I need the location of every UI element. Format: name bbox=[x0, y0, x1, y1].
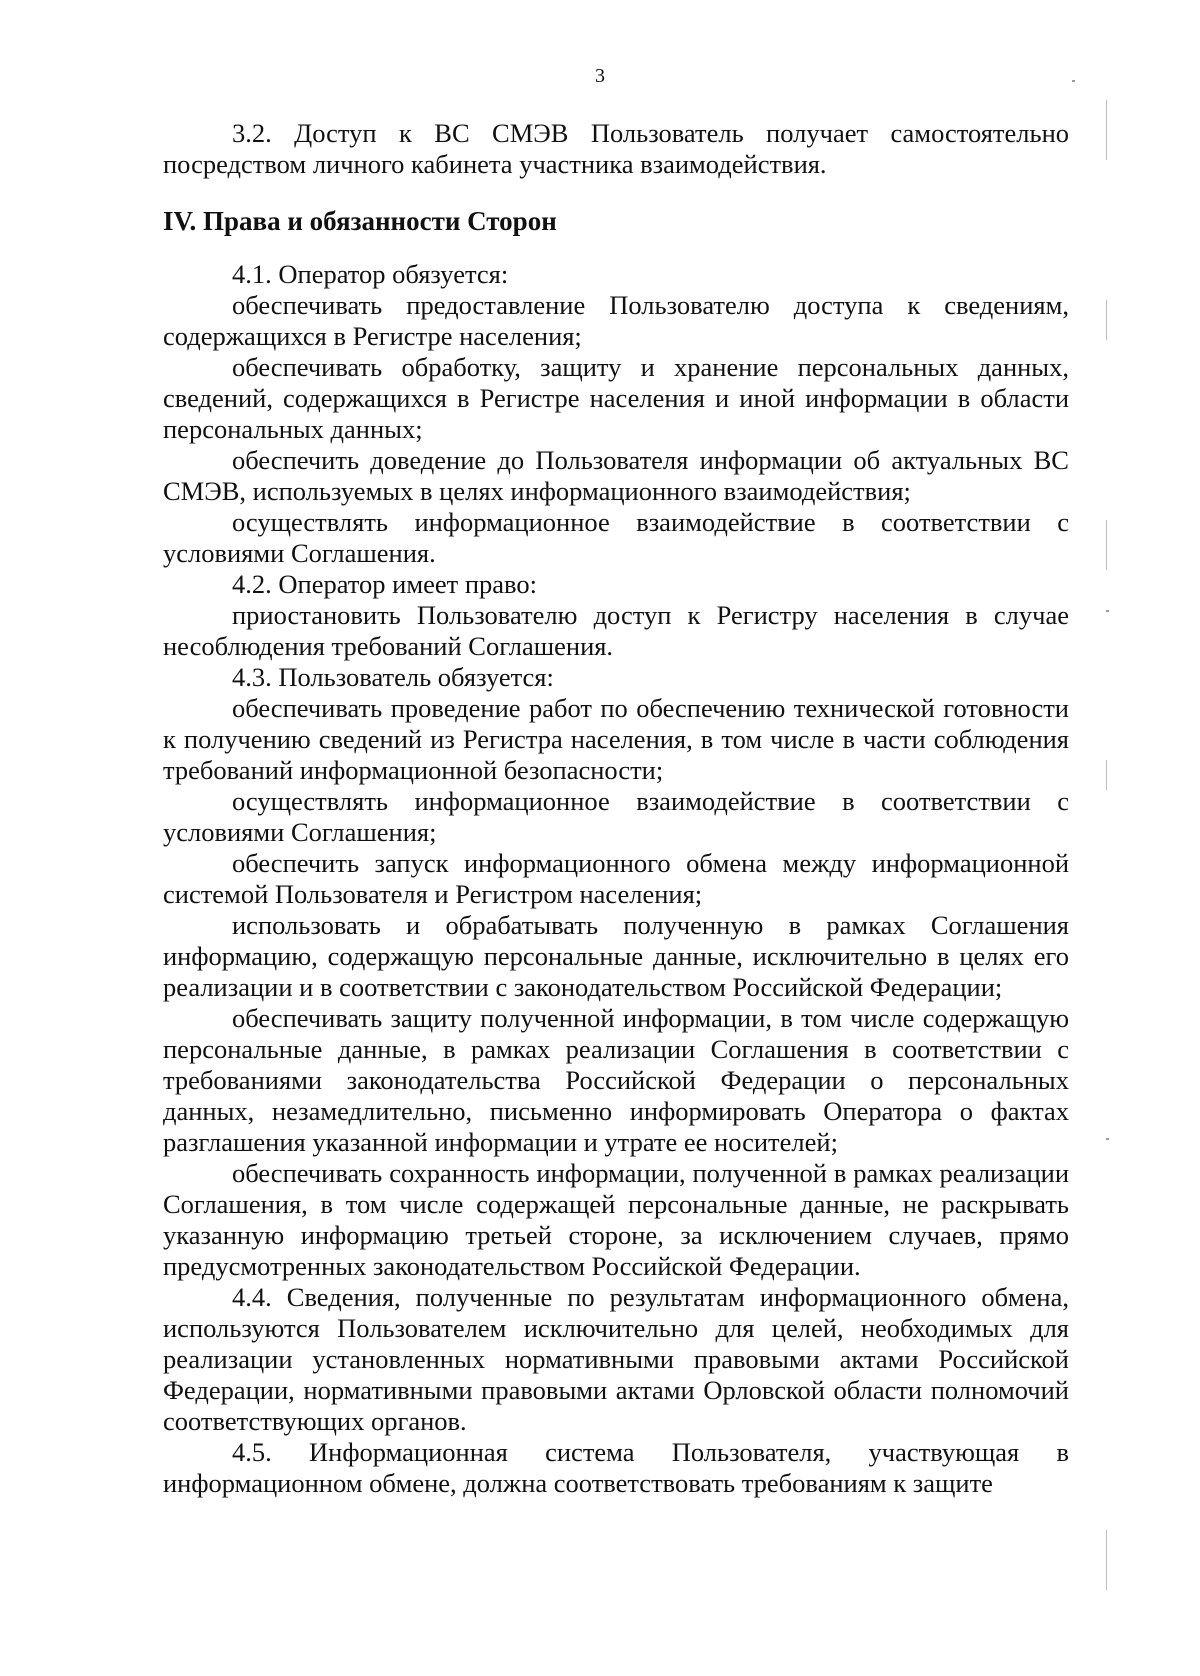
paragraph-4-4: 4.4. Сведения, полученные по результатам информационного обмена, используются Пользователем исключительно для целей, необходимых для реализации установленных нормативными правовыми актами Российской Федерации, нормативными правовыми актами Орловской области полномочий соответствующих органов. bbox=[163, 1282, 1069, 1436]
paragraph-3-2: 3.2. Доступ к ВС СМЭВ Пользователь получает самостоятельно посредством личного кабинета участника взаимодействия. bbox=[163, 118, 1069, 179]
paragraph-4-1-item: обеспечить доведение до Пользователя информации об актуальных ВС СМЭВ, используемых в целях информационного взаимодействия; bbox=[163, 445, 1069, 506]
scan-edge-mark bbox=[1106, 100, 1107, 160]
paragraph-4-3: 4.3. Пользователь обязуется: bbox=[232, 662, 554, 692]
paragraph-4-3-item: обеспечивать проведение работ по обеспечению технической готовности к получению сведений из Регистра населения, в том числе в части соблюдения требований информационной безопасности; bbox=[163, 693, 1069, 785]
scan-edge-mark bbox=[1106, 1530, 1107, 1590]
paragraph-4-1: 4.1. Оператор обязуется: bbox=[232, 259, 509, 289]
paragraph-4-2-item: приостановить Пользователю доступ к Регистру населения в случае несоблюдения требований Соглашения. bbox=[163, 600, 1069, 661]
scan-edge-mark bbox=[1106, 300, 1107, 340]
document-body bbox=[163, 118, 1069, 1499]
scan-dot bbox=[1072, 80, 1075, 82]
paragraph-4-3-item: обеспечивать сохранность информации, полученной в рамках реализации Соглашения, в том числе содержащей персональные данные, не раскрывать указанную информацию третьей стороне, за исключением случаев, прямо предусмотренных законодательством Российской Федерации. bbox=[163, 1158, 1069, 1281]
section-heading: IV. Права и обязанности Сторон bbox=[163, 206, 557, 236]
paragraph-4-3-item: обеспечить запуск информационного обмена между информационной системой Пользователя и Регистром населения; bbox=[163, 848, 1069, 909]
paragraph-4-1-item: осуществлять информационное взаимодействие в соответствии с условиями Соглашения. bbox=[163, 507, 1069, 568]
paragraph-4-3-item: использовать и обрабатывать полученную в рамках Соглашения информацию, содержащую персональные данные, исключительно в целях его реализации и в соответствии с законодательством Российской Федерации; bbox=[163, 910, 1069, 1002]
paragraph-4-3-item: осуществлять информационное взаимодействие в соответствии с условиями Соглашения; bbox=[163, 786, 1069, 847]
paragraph-4-3-item: обеспечивать защиту полученной информации, в том числе содержащую персональные данные, в рамках реализации Соглашения в соответствии с требованиями законодательства Российской Федерации о персональных данных, незамедлительно, письменно информировать Оператора о фактах разглашения указанной информации и утрате ее носителей; bbox=[163, 1003, 1069, 1157]
scan-dot bbox=[1106, 610, 1109, 612]
scan-edge-mark bbox=[1106, 520, 1107, 570]
scan-edge-mark bbox=[1106, 760, 1107, 790]
page-number: 3 bbox=[595, 65, 605, 87]
paragraph-4-2: 4.2. Оператор имеет право: bbox=[232, 569, 537, 599]
paragraph-4-5: 4.5. Информационная система Пользователя, участвующая в информационном обмене, должна соответствовать требованиям к защите bbox=[163, 1437, 1069, 1498]
paragraph-4-1-item: обеспечивать обработку, защиту и хранение персональных данных, сведений, содержащихся в Регистре населения и иной информации в области персональных данных; bbox=[163, 352, 1069, 444]
scan-dot bbox=[1106, 1138, 1109, 1140]
paragraph-4-1-item: обеспечивать предоставление Пользователю доступа к сведениям, содержащихся в Регистре населения; bbox=[163, 290, 1069, 351]
